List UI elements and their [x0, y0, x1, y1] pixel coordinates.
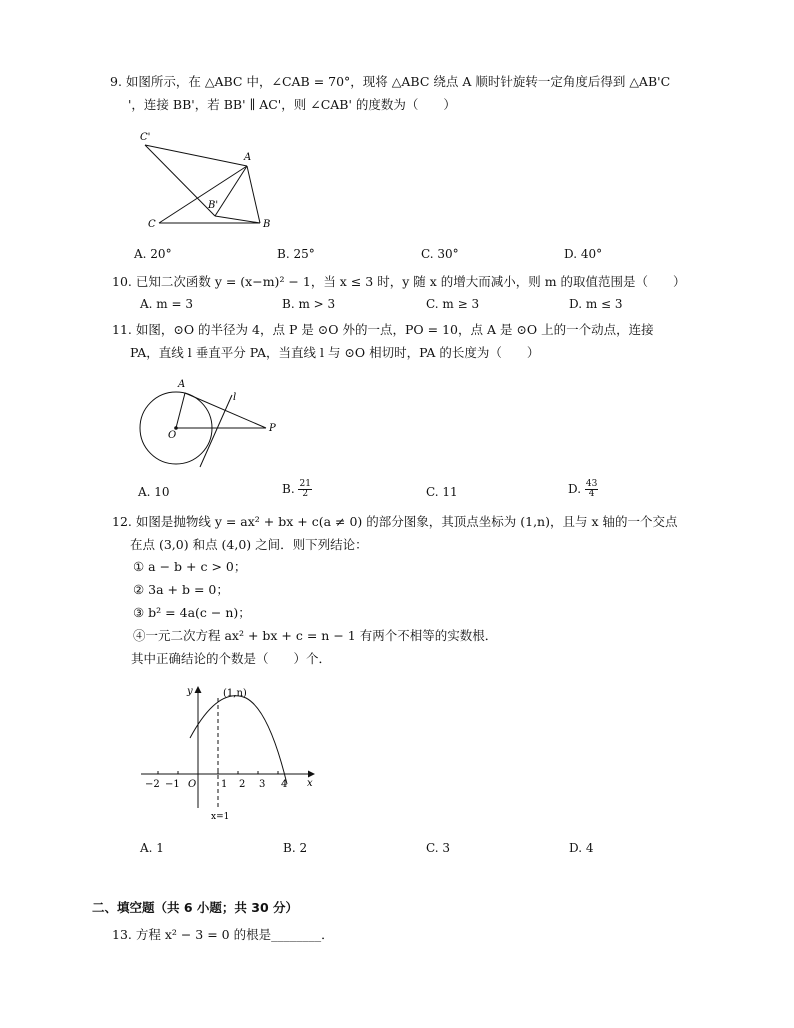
q12-line2: 在点 (3,0) 和点 (4,0) 之间．则下列结论： — [130, 537, 368, 552]
q12-parabola-curve — [190, 696, 287, 784]
q11-label-A: A — [178, 379, 186, 390]
q11-circle-figure — [135, 375, 285, 470]
q12-label-origin: O — [188, 779, 197, 790]
q10-option-c: C. m ≥ 3 — [426, 297, 480, 311]
q11-option-b-numerator: 21 — [299, 479, 311, 489]
q11-seg-O-A — [176, 393, 185, 428]
q11-label-l: l — [233, 392, 237, 403]
q9-label-B: B — [263, 219, 271, 230]
q10-option-d: D. m ≤ 3 — [569, 297, 623, 311]
q9-triangle-figure — [135, 128, 285, 233]
q12-conclusion-4: ④一元二次方程 ax² + bx + c = n − 1 有两个不相等的实数根． — [133, 628, 498, 643]
q9-seg-Cp-Bp — [145, 145, 215, 216]
q13-line1: 13. 方程 x² − 3 = 0 的根是________． — [112, 927, 334, 942]
q11-option-c: C. 11 — [426, 485, 458, 499]
q10-option-b: B. m > 3 — [282, 297, 336, 311]
q9-label-Bp: B' — [208, 200, 219, 211]
q9-seg-A-B — [247, 166, 260, 223]
q9-label-Cp: C' — [140, 132, 151, 143]
q10-option-a: A. m = 3 — [140, 297, 193, 311]
q11-option-d-numerator: 43 — [585, 479, 598, 489]
q12-tick-label-2: 2 — [239, 779, 246, 790]
q11-option-b-fraction — [298, 480, 311, 499]
q11-option-b — [282, 480, 312, 499]
q12-option-d: D. 4 — [569, 841, 594, 855]
q9-seg-A-C — [159, 166, 247, 223]
q12-option-c: C. 3 — [426, 841, 451, 855]
q9-option-d: D. 40° — [564, 247, 603, 261]
q11-option-d-denominator: 4 — [588, 489, 595, 499]
q12-parabola-graph — [135, 680, 325, 825]
q9-label-C: C — [148, 219, 156, 230]
q10-line1: 10. 已知二次函数 y = (x−m)² − 1，当 x ≤ 3 时，y 随 x 的增大而减小，则 m 的取值范围是（ ） — [112, 274, 686, 289]
q12-line1: 12. 如图是抛物线 y = ax² + bx + c(a ≠ 0) 的部分图象，其顶点坐标为 (1,n)，且与 x 轴的一个交点 — [112, 514, 678, 529]
q12-tick-label-neg1: −1 — [165, 779, 180, 790]
q12-tick-label-1: 1 — [221, 779, 228, 790]
q12-label-axis-eq: x=1 — [211, 812, 230, 822]
q12-tick-label-4: 4 — [281, 779, 288, 790]
q9-seg-Bp-B — [215, 216, 260, 223]
q11-option-d-fraction — [585, 480, 598, 499]
q11-option-d — [568, 480, 598, 499]
q11-line1: 11. 如图，⊙O 的半径为 4，点 P 是 ⊙O 外的一点，PO = 10，点 A 是 ⊙O 上的一个动点，连接 — [112, 322, 654, 337]
q12-label-x: x — [307, 778, 313, 789]
q12-conclusion-1: ① a − b + c > 0； — [133, 559, 247, 574]
section2-heading: 二、填空题（共 6 小题；共 30 分） — [92, 900, 299, 915]
q9-line2: '，连接 BB'，若 BB' ∥ AC'，则 ∠CAB' 的度数为（ ） — [128, 97, 456, 112]
q9-seg-A-Bp — [215, 166, 247, 216]
q12-ask: 其中正确结论的个数是（ ）个． — [131, 651, 332, 666]
q11-label-P: P — [269, 423, 276, 434]
q11-option-b-prefix: B. — [282, 482, 295, 496]
q9-option-c: C. 30° — [421, 247, 459, 261]
q12-conclusion-2: ② 3a + b = 0； — [133, 582, 229, 597]
q9-label-A: A — [244, 152, 252, 163]
q11-line2: PA，直线 l 垂直平分 PA，当直线 l 与 ⊙O 相切时，PA 的长度为（ ） — [130, 345, 540, 360]
q12-tick-label-neg2: −2 — [145, 779, 160, 790]
q9-option-b: B. 25° — [277, 247, 315, 261]
q9-seg-Cp-A — [145, 145, 247, 166]
q12-label-y: y — [187, 686, 193, 697]
q12-conclusion-3: ③ b² = 4a(c − n)； — [133, 605, 251, 620]
q12-option-b: B. 2 — [283, 841, 308, 855]
q12-label-vertex: (1,n) — [223, 688, 247, 699]
q12-option-a: A. 1 — [140, 841, 164, 855]
q11-option-b-denominator: 2 — [302, 489, 309, 499]
q11-option-d-prefix: D. — [568, 482, 582, 496]
q9-option-a: A. 20° — [134, 247, 172, 261]
q11-option-a: A. 10 — [138, 485, 170, 499]
q11-label-O: O — [168, 430, 177, 441]
q9-line1: 9. 如图所示，在 △ABC 中，∠CAB = 70°，现将 △ABC 绕点 A 顺时针旋转一定角度后得到 △AB'C — [110, 74, 671, 89]
q12-tick-label-3: 3 — [259, 779, 266, 790]
